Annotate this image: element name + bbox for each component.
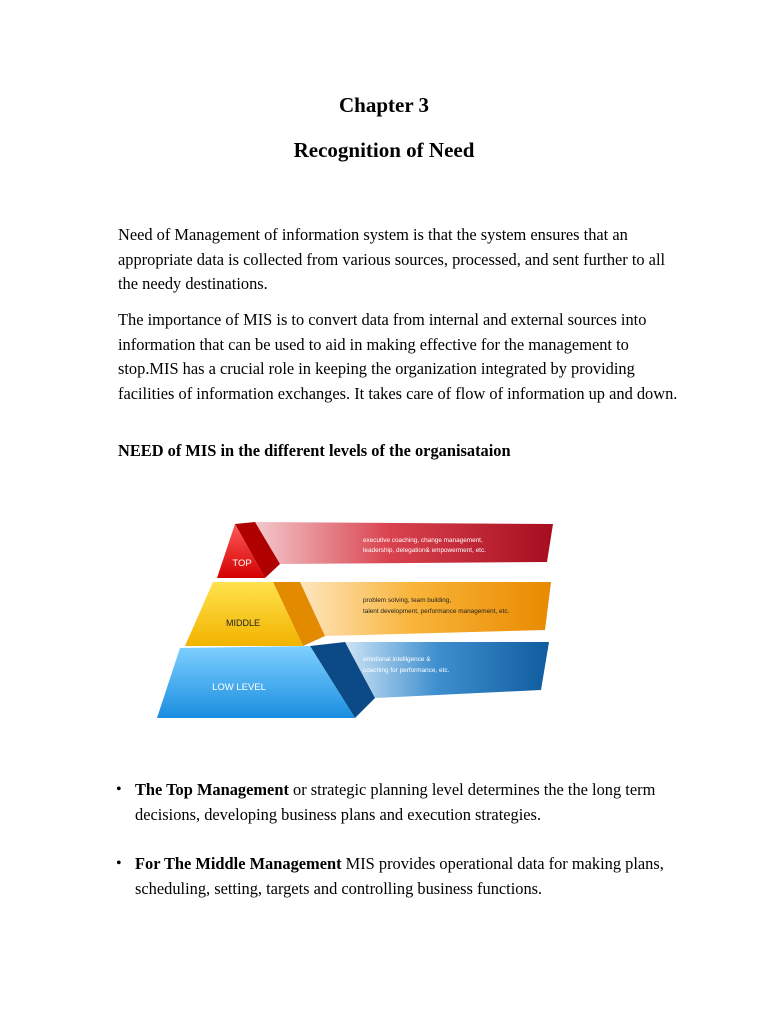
top-level-label: TOP: [232, 558, 252, 569]
top-level-desc-line2: leadership, delegation& empowerment, etc.: [363, 547, 486, 554]
middle-management-text: MIS provides operational data for making plans, scheduling, setting, targets and controlling business functions.: [135, 854, 664, 898]
bullet-icon: •: [116, 781, 122, 798]
low-level-label: LOW LEVEL: [212, 682, 266, 693]
low-level-desc-line2: coaching for performance, etc.: [363, 667, 450, 674]
middle-level-label: MIDDLE: [225, 618, 261, 628]
top-management-term: The Top Management: [135, 780, 289, 799]
management-levels-list: [118, 778, 678, 901]
subheading-need-levels: NEED of MIS in the different levels of the organisataion: [118, 441, 511, 460]
low-level-desc-line1: emotional intelligence &: [363, 656, 431, 663]
top-management-text: or strategic planning level determines the the long term decisions, developing business plans and execution strategies.: [135, 780, 656, 824]
chapter-title: Chapter 3: [338, 93, 430, 117]
middle-level-desc-line2: talent development, performance management, etc.: [363, 608, 510, 615]
middle-level-desc-line1: problem solving, team building,: [363, 597, 452, 604]
list-item-top-management: [118, 778, 678, 827]
middle-management-term: For The Middle Management: [135, 854, 342, 874]
mis-levels-pyramid-diagram: [155, 518, 555, 720]
list-item-middle-management: [118, 852, 678, 901]
bullet-icon: •: [116, 855, 122, 873]
section-title: Recognition of Need: [293, 138, 475, 162]
top-level-desc-line1: executive coaching, change management,: [363, 537, 483, 544]
paragraph-importance-of-mis: The importance of MIS is to convert data from internal and external sources into information that can be used to aid in making effective for the management to stop.MIS has a crucial role in keeping the organization integrated by providing facilities of information exchanges. It takes care of flow of information up and down.: [118, 310, 678, 403]
paragraph-need-of-mis: Need of Management of information system is that the system ensures that an appropriate data is collected from various sources, processed, and sent further to all the needy destinations.: [118, 225, 666, 294]
